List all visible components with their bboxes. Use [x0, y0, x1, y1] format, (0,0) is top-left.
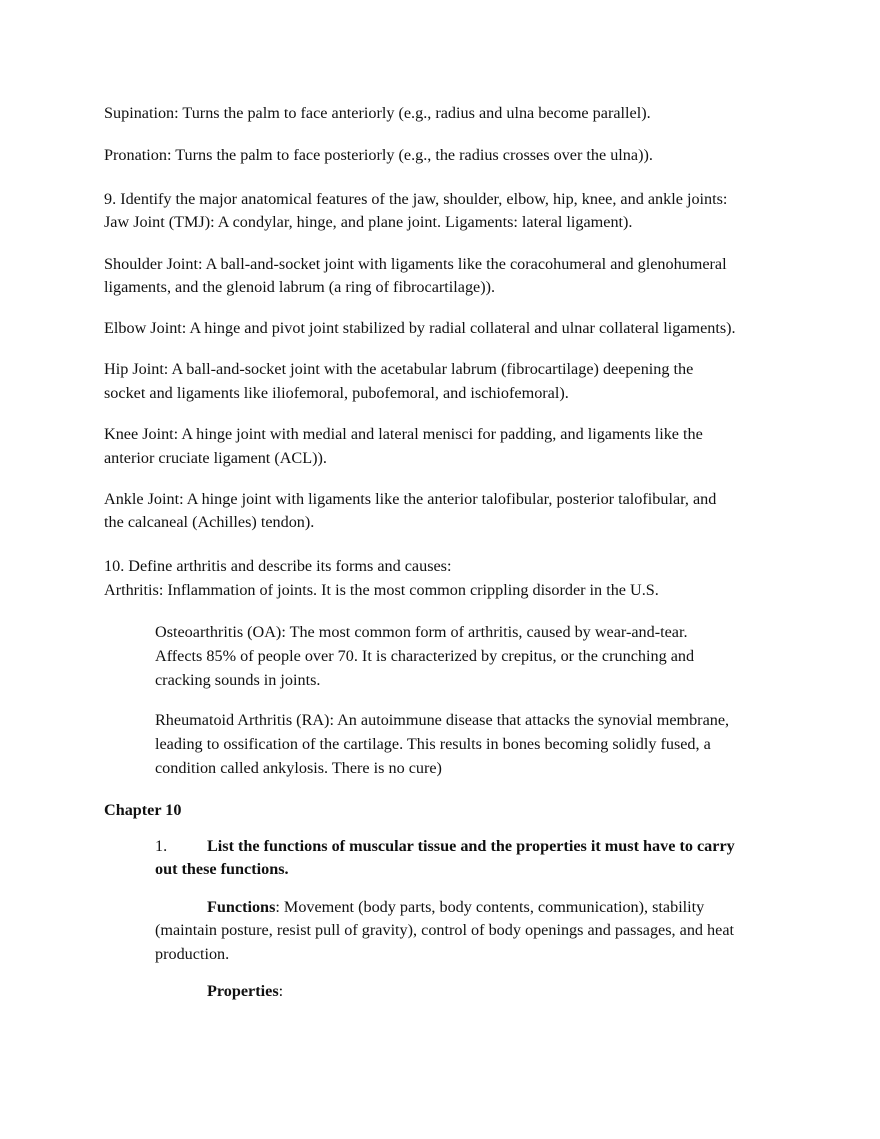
- osteoarthritis-text-2: Affects 85% of people over 70. It is characterized by crepitus, or the crunching and: [155, 647, 695, 665]
- functions-label: Functions: [207, 898, 276, 916]
- rheumatoid-text-2: leading to ossification of the cartilage. This results in bones becoming solidly fused, a: [155, 735, 711, 753]
- arthritis-definition: Arthritis: Inflammation of joints. It is the most common crippling disorder in the U.S.: [104, 581, 659, 599]
- pronation-text: Pronation: Turns the palm to face posteriorly (e.g., the radius crosses over the ulna)).: [104, 146, 653, 164]
- hip-joint-text-2: socket and ligaments like iliofemoral, pubofemoral, and ischiofemoral).: [104, 384, 569, 402]
- question-1-line-2: out these functions.: [155, 860, 289, 878]
- rheumatoid-text-3: condition called ankylosis. There is no cure): [155, 759, 442, 777]
- knee-joint-text-1: Knee Joint: A hinge joint with medial and lateral menisci for padding, and ligaments like the: [104, 425, 703, 443]
- properties-label: Properties: [207, 982, 279, 1000]
- question-1-number: 1.: [155, 837, 168, 855]
- shoulder-joint-text-1: Shoulder Joint: A ball-and-socket joint with ligaments like the coracohumeral and glenohumeral: [104, 255, 727, 273]
- functions-text: : Movement (body parts, body contents, communication), stability: [275, 898, 705, 916]
- osteoarthritis-text-1: Osteoarthritis (OA): The most common form of arthritis, caused by wear-and-tear.: [155, 623, 688, 641]
- osteoarthritis-text-3: cracking sounds in joints.: [155, 671, 321, 689]
- properties-colon: :: [278, 982, 284, 1000]
- hip-joint-text-1: Hip Joint: A ball-and-socket joint with the acetabular labrum (fibrocartilage) deepening the: [104, 360, 694, 378]
- functions-line-3: production.: [155, 945, 230, 963]
- jaw-joint-text: Jaw Joint (TMJ): A condylar, hinge, and plane joint. Ligaments: lateral ligament).: [104, 213, 633, 231]
- chapter-heading: Chapter 10: [104, 801, 182, 819]
- question-1-line-1: List the functions of muscular tissue and the properties it must have to carry: [207, 837, 735, 855]
- rheumatoid-text-1: Rheumatoid Arthritis (RA): An autoimmune disease that attacks the synovial membrane,: [155, 711, 730, 729]
- supination-text: Supination: Turns the palm to face anteriorly (e.g., radius and ulna become parallel).: [104, 104, 651, 122]
- properties-line: [207, 981, 283, 1001]
- knee-joint-text-2: anterior cruciate ligament (ACL)).: [104, 449, 327, 467]
- question-10: 10. Define arthritis and describe its forms and causes:: [104, 557, 452, 575]
- question-9: 9. Identify the major anatomical features of the jaw, shoulder, elbow, hip, knee, and ankle joints:: [104, 190, 728, 208]
- ankle-joint-text-1: Ankle Joint: A hinge joint with ligaments like the anterior talofibular, posterior talofibular, and: [104, 490, 717, 508]
- functions-line-1: [207, 897, 704, 917]
- functions-line-2: (maintain posture, resist pull of gravity), control of body openings and passages, and heat: [155, 921, 735, 939]
- ankle-joint-text-2: the calcaneal (Achilles) tendon).: [104, 513, 315, 531]
- shoulder-joint-text-2: ligaments, and the glenoid labrum (a ring of fibrocartilage)).: [104, 278, 496, 296]
- elbow-joint-text: Elbow Joint: A hinge and pivot joint stabilized by radial collateral and ulnar collateral ligaments).: [104, 319, 736, 337]
